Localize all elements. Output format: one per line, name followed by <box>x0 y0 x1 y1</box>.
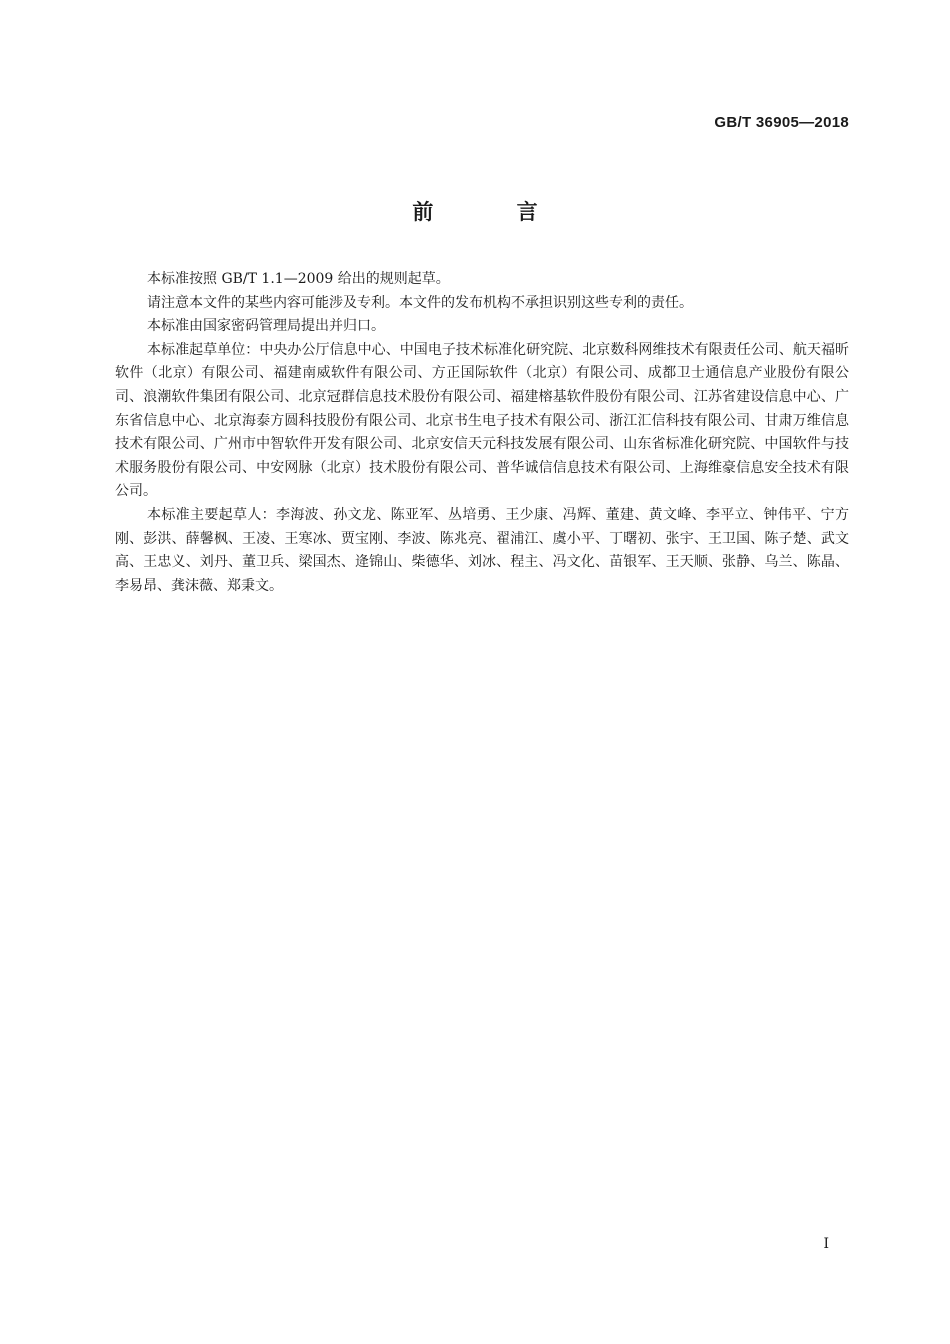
standard-number: GB/T 36905—2018 <box>714 114 849 131</box>
paragraph-main-drafters: 本标准主要起草人：李海波、孙文龙、陈亚军、丛培勇、王少康、冯辉、董建、黄文峰、李平立、钟伟平、宁方刚、彭洪、薛馨枫、王凌、王寒冰、贾宝刚、李波、陈兆亮、翟浦江、虞小平、丁曙初、张宇、王卫国、陈子楚、武文高、王忠义、刘丹、董卫兵、梁国杰、逄锦山、柴德华、刘冰、程主、冯文化、苗银军、王天顺、张静、乌兰、陈晶、李易昂、龚沫薇、郑秉文。 <box>115 506 849 594</box>
paragraph-drafting-units: 本标准起草单位：中央办公厅信息中心、中国电子技术标准化研究院、北京数科网维技术有限责任公司、航天福昕软件（北京）有限公司、福建南威软件有限公司、方正国际软件（北京）有限公司、成都卫士通信息产业股份有限公司、浪潮软件集团有限公司、北京冠群信息技术股份有限公司、福建榕基软件股份有限公司、江苏省建设信息中心、广东省信息中心、北京海泰方圆科技股份有限公司、北京书生电子技术有限公司、浙江汇信科技有限公司、甘肃万维信息技术有限公司、广州市中智软件开发有限公司、北京安信天元科技发展有限公司、山东省标准化研究院、中国软件与技术服务股份有限公司、中安网脉（北京）技术股份有限公司、普华诚信信息技术有限公司、上海维豪信息安全技术有限公司。 <box>115 341 849 500</box>
paragraph-drafting-rules: 本标准按照 GB/T 1.1—2009 给出的规则起草。 <box>147 271 450 287</box>
foreword-body <box>115 268 849 598</box>
page-title: 前 言 <box>412 200 576 224</box>
paragraph-proposer: 本标准由国家密码管理局提出并归口。 <box>147 318 385 335</box>
paragraph-patent-notice: 请注意本文件的某些内容可能涉及专利。本文件的发布机构不承担识别这些专利的责任。 <box>147 294 693 311</box>
page-number: I <box>823 1236 829 1252</box>
